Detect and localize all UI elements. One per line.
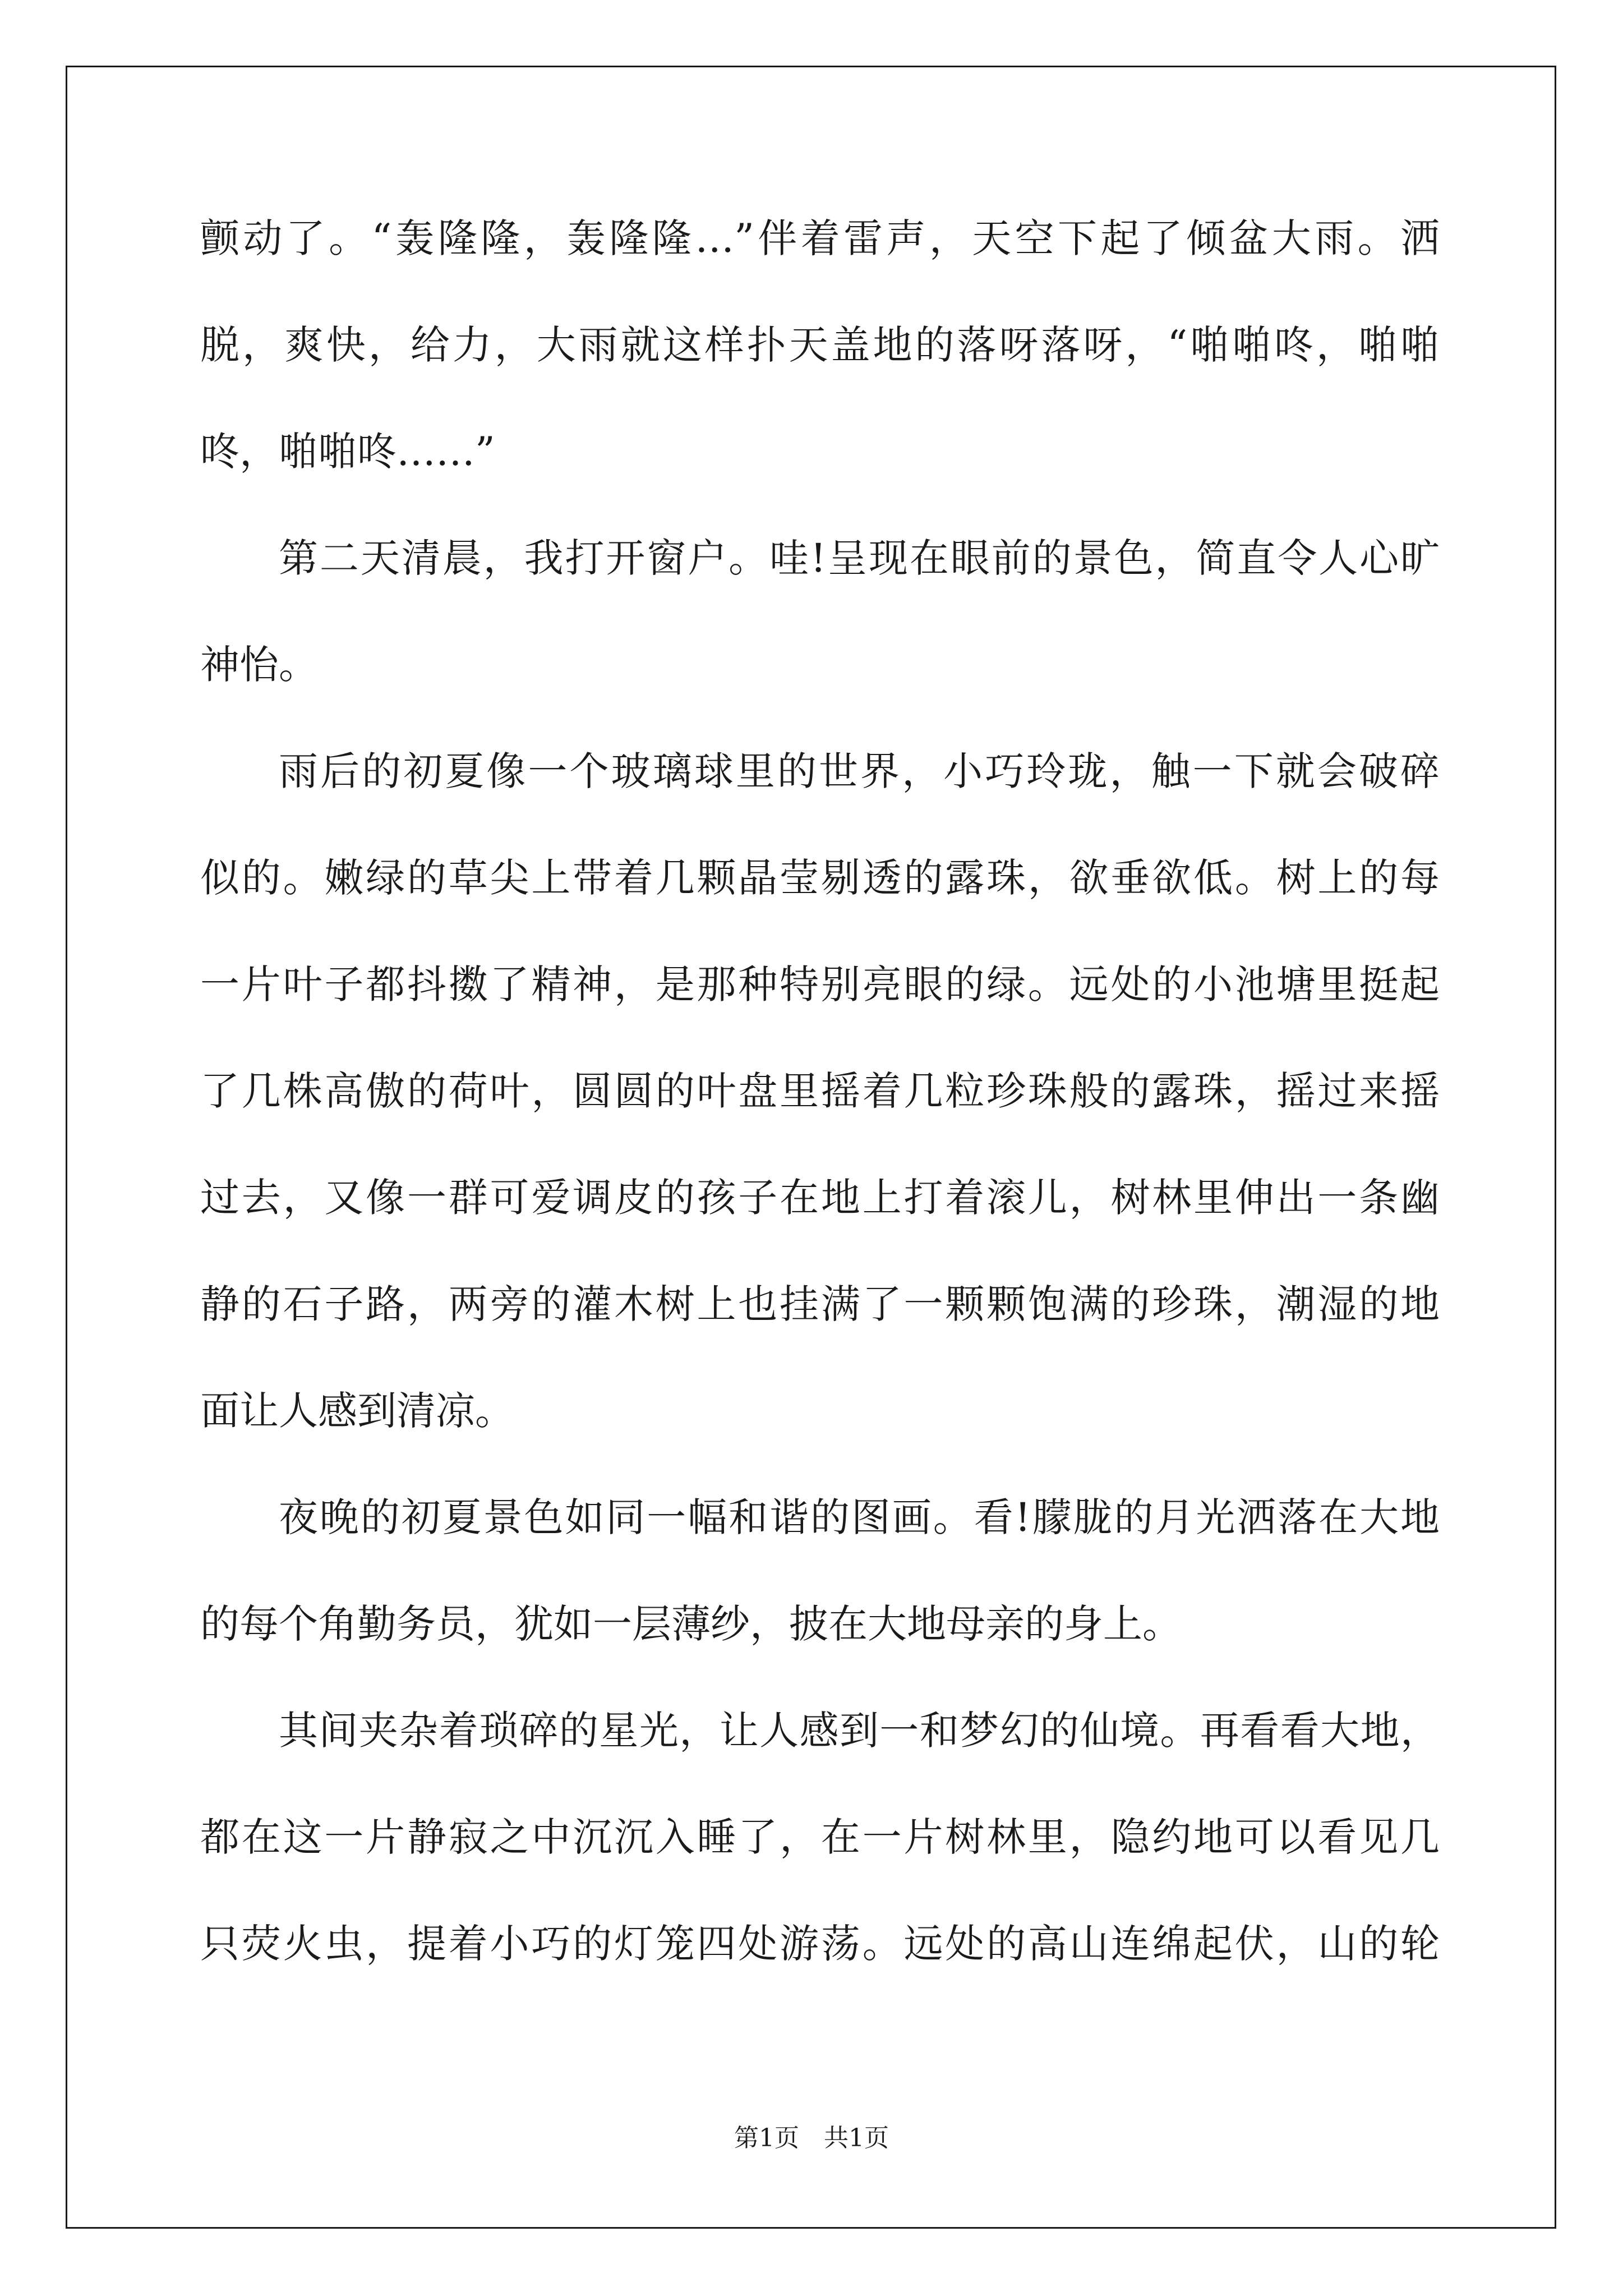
page-number: 第1页 共1页 (734, 2124, 889, 2152)
text-line: 颤动了。“轰隆隆，轰隆隆…”伴着雷声，天空下起了倾盆大雨。洒 (200, 215, 1440, 261)
paragraph-first-line: 第二天清晨，我打开窗户。哇!呈现在眼前的景色，简直令人心旷 (279, 535, 1440, 581)
text-line: 神怡。 (200, 642, 318, 688)
text-line: 只荧火虫，提着小巧的灯笼四处游荡。远处的高山连绵起伏，山的轮 (200, 1921, 1440, 1967)
document-body (200, 185, 1440, 1997)
text-line: 的每个角勤务员，犹如一层薄纱，披在大地母亲的身上。 (200, 1601, 1182, 1647)
paragraph-first-line: 雨后的初夏像一个玻璃球里的世界，小巧玲珑，触一下就会破碎 (279, 748, 1440, 794)
text-line: 过去，又像一群可爱调皮的孩子在地上打着滚儿，树林里伸出一条幽 (200, 1175, 1440, 1221)
text-line: 一片叶子都抖擞了精神，是那种特别亮眼的绿。远处的小池塘里挺起 (200, 961, 1440, 1007)
paragraph-first-line: 其间夹杂着琐碎的星光，让人感到一和梦幻的仙境。再看看大地， (279, 1708, 1440, 1754)
text-line: 面让人感到清凉。 (200, 1388, 514, 1434)
text-line: 都在这一片静寂之中沉沉入睡了，在一片树林里，隐约地可以看见几 (200, 1814, 1440, 1860)
text-line: 咚，啪啪咚……” (200, 429, 495, 475)
paragraph-first-line: 夜晚的初夏景色如同一幅和谐的图画。看!朦胧的月光洒落在大地 (279, 1494, 1440, 1540)
text-line: 了几株高傲的荷叶，圆圆的叶盘里摇着几粒珍珠般的露珠，摇过来摇 (200, 1068, 1440, 1114)
text-line: 静的石子路，两旁的灌木树上也挂满了一颗颗饱满的珍珠，潮湿的地 (200, 1281, 1440, 1327)
text-line: 脱，爽快，给力，大雨就这样扑天盖地的落呀落呀，“啪啪咚，啪啪 (200, 322, 1440, 368)
text-line: 似的。嫩绿的草尖上带着几颗晶莹剔透的露珠，欲垂欲低。树上的每 (200, 855, 1440, 901)
